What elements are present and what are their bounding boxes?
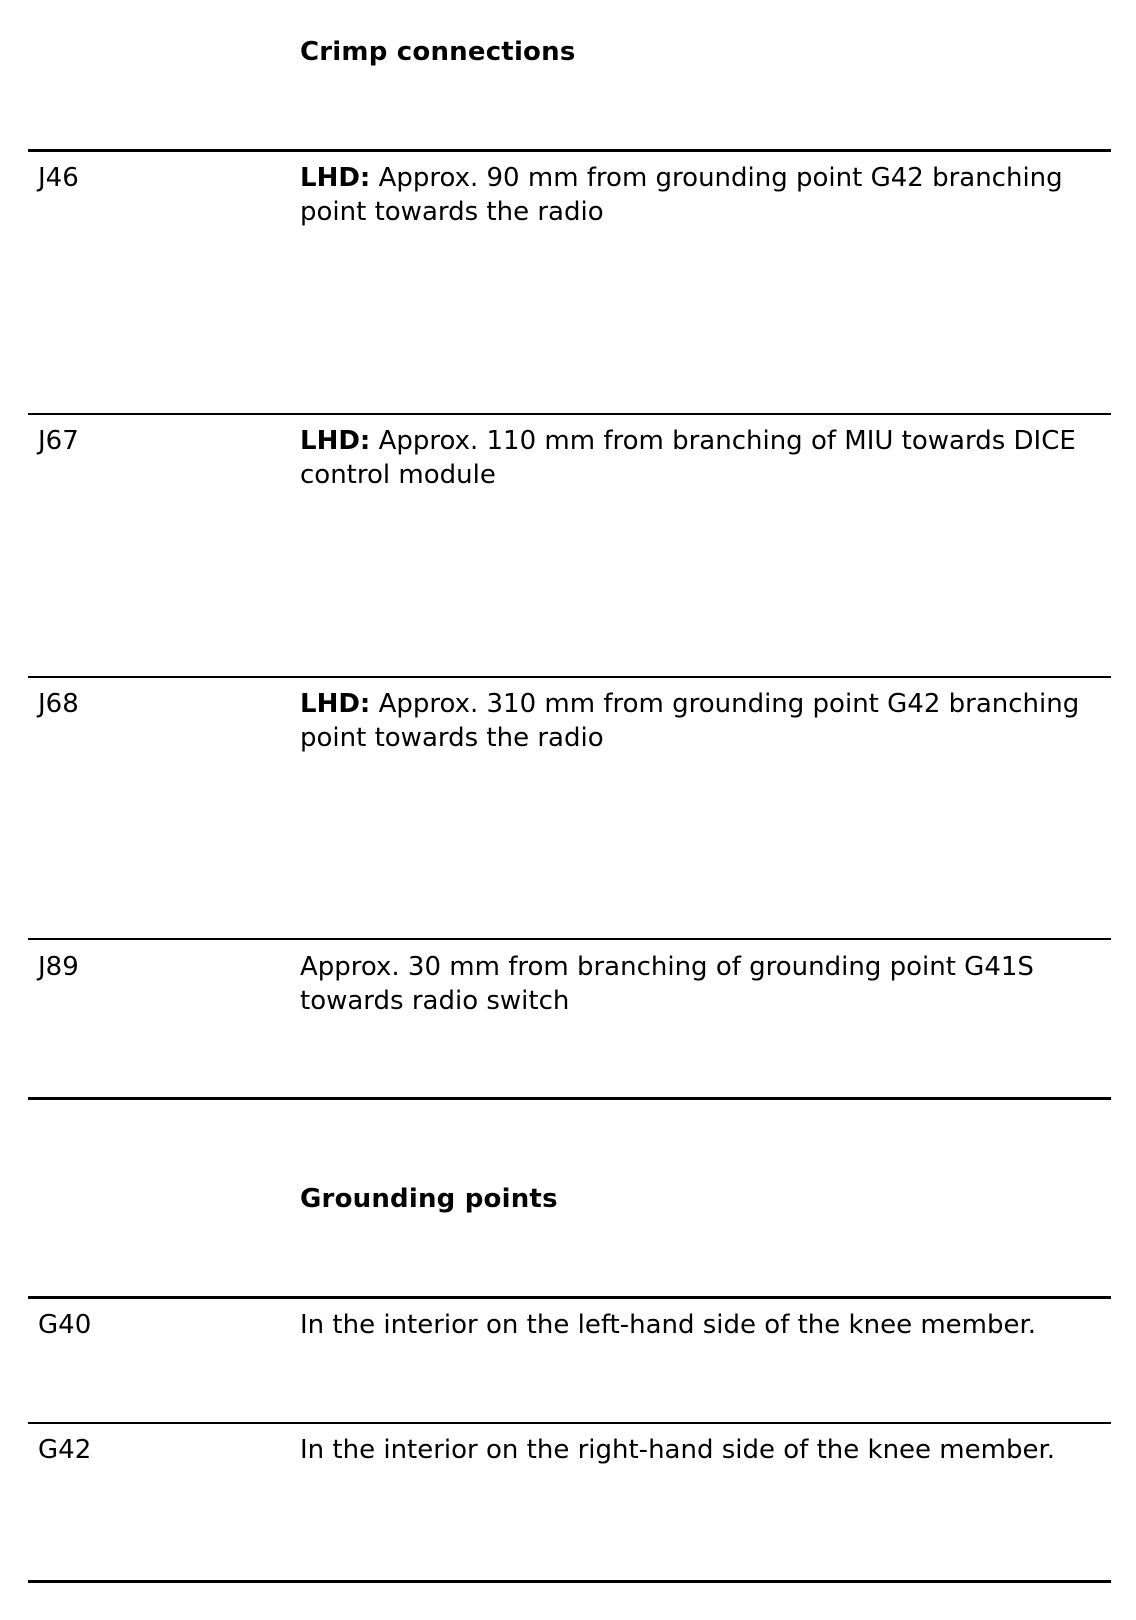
lhd-label: LHD: — [300, 689, 371, 719]
row-divider — [28, 938, 1111, 940]
connection-description — [300, 424, 1110, 492]
grounding-code: G40 — [38, 1310, 92, 1340]
connection-code: J46 — [38, 163, 79, 193]
connection-code: J67 — [38, 426, 79, 456]
connection-code: J89 — [38, 952, 79, 982]
table-top-rule — [28, 149, 1111, 152]
grounding-description: In the interior on the right-hand side of the knee member. — [300, 1435, 1056, 1465]
row-divider — [28, 413, 1111, 415]
lhd-label: LHD: — [300, 163, 371, 193]
grounding-points-heading: Grounding points — [300, 1184, 558, 1214]
row-divider — [28, 676, 1111, 678]
grounding-description: In the interior on the left-hand side of the knee member. — [300, 1310, 1037, 1340]
lhd-label: LHD: — [300, 426, 371, 456]
connection-description — [300, 687, 1110, 755]
row-divider — [28, 1422, 1111, 1424]
description-text: Approx. 90 mm from grounding point G42 branching point towards the radio — [300, 163, 1063, 227]
connection-description — [300, 950, 1110, 1018]
connection-code: J68 — [38, 689, 79, 719]
description-text: Approx. 110 mm from branching of MIU towards DICE control module — [300, 426, 1076, 490]
connection-description — [300, 161, 1110, 229]
table-bottom-rule — [28, 1097, 1111, 1100]
table-bottom-rule — [28, 1580, 1111, 1583]
crimp-connections-heading: Crimp connections — [300, 37, 576, 67]
grounding-code: G42 — [38, 1435, 92, 1465]
description-text: Approx. 310 mm from grounding point G42 branching point towards the radio — [300, 689, 1080, 753]
table-top-rule — [28, 1296, 1111, 1299]
description-text: Approx. 30 mm from branching of grounding point G41S towards radio switch — [300, 952, 1034, 1016]
